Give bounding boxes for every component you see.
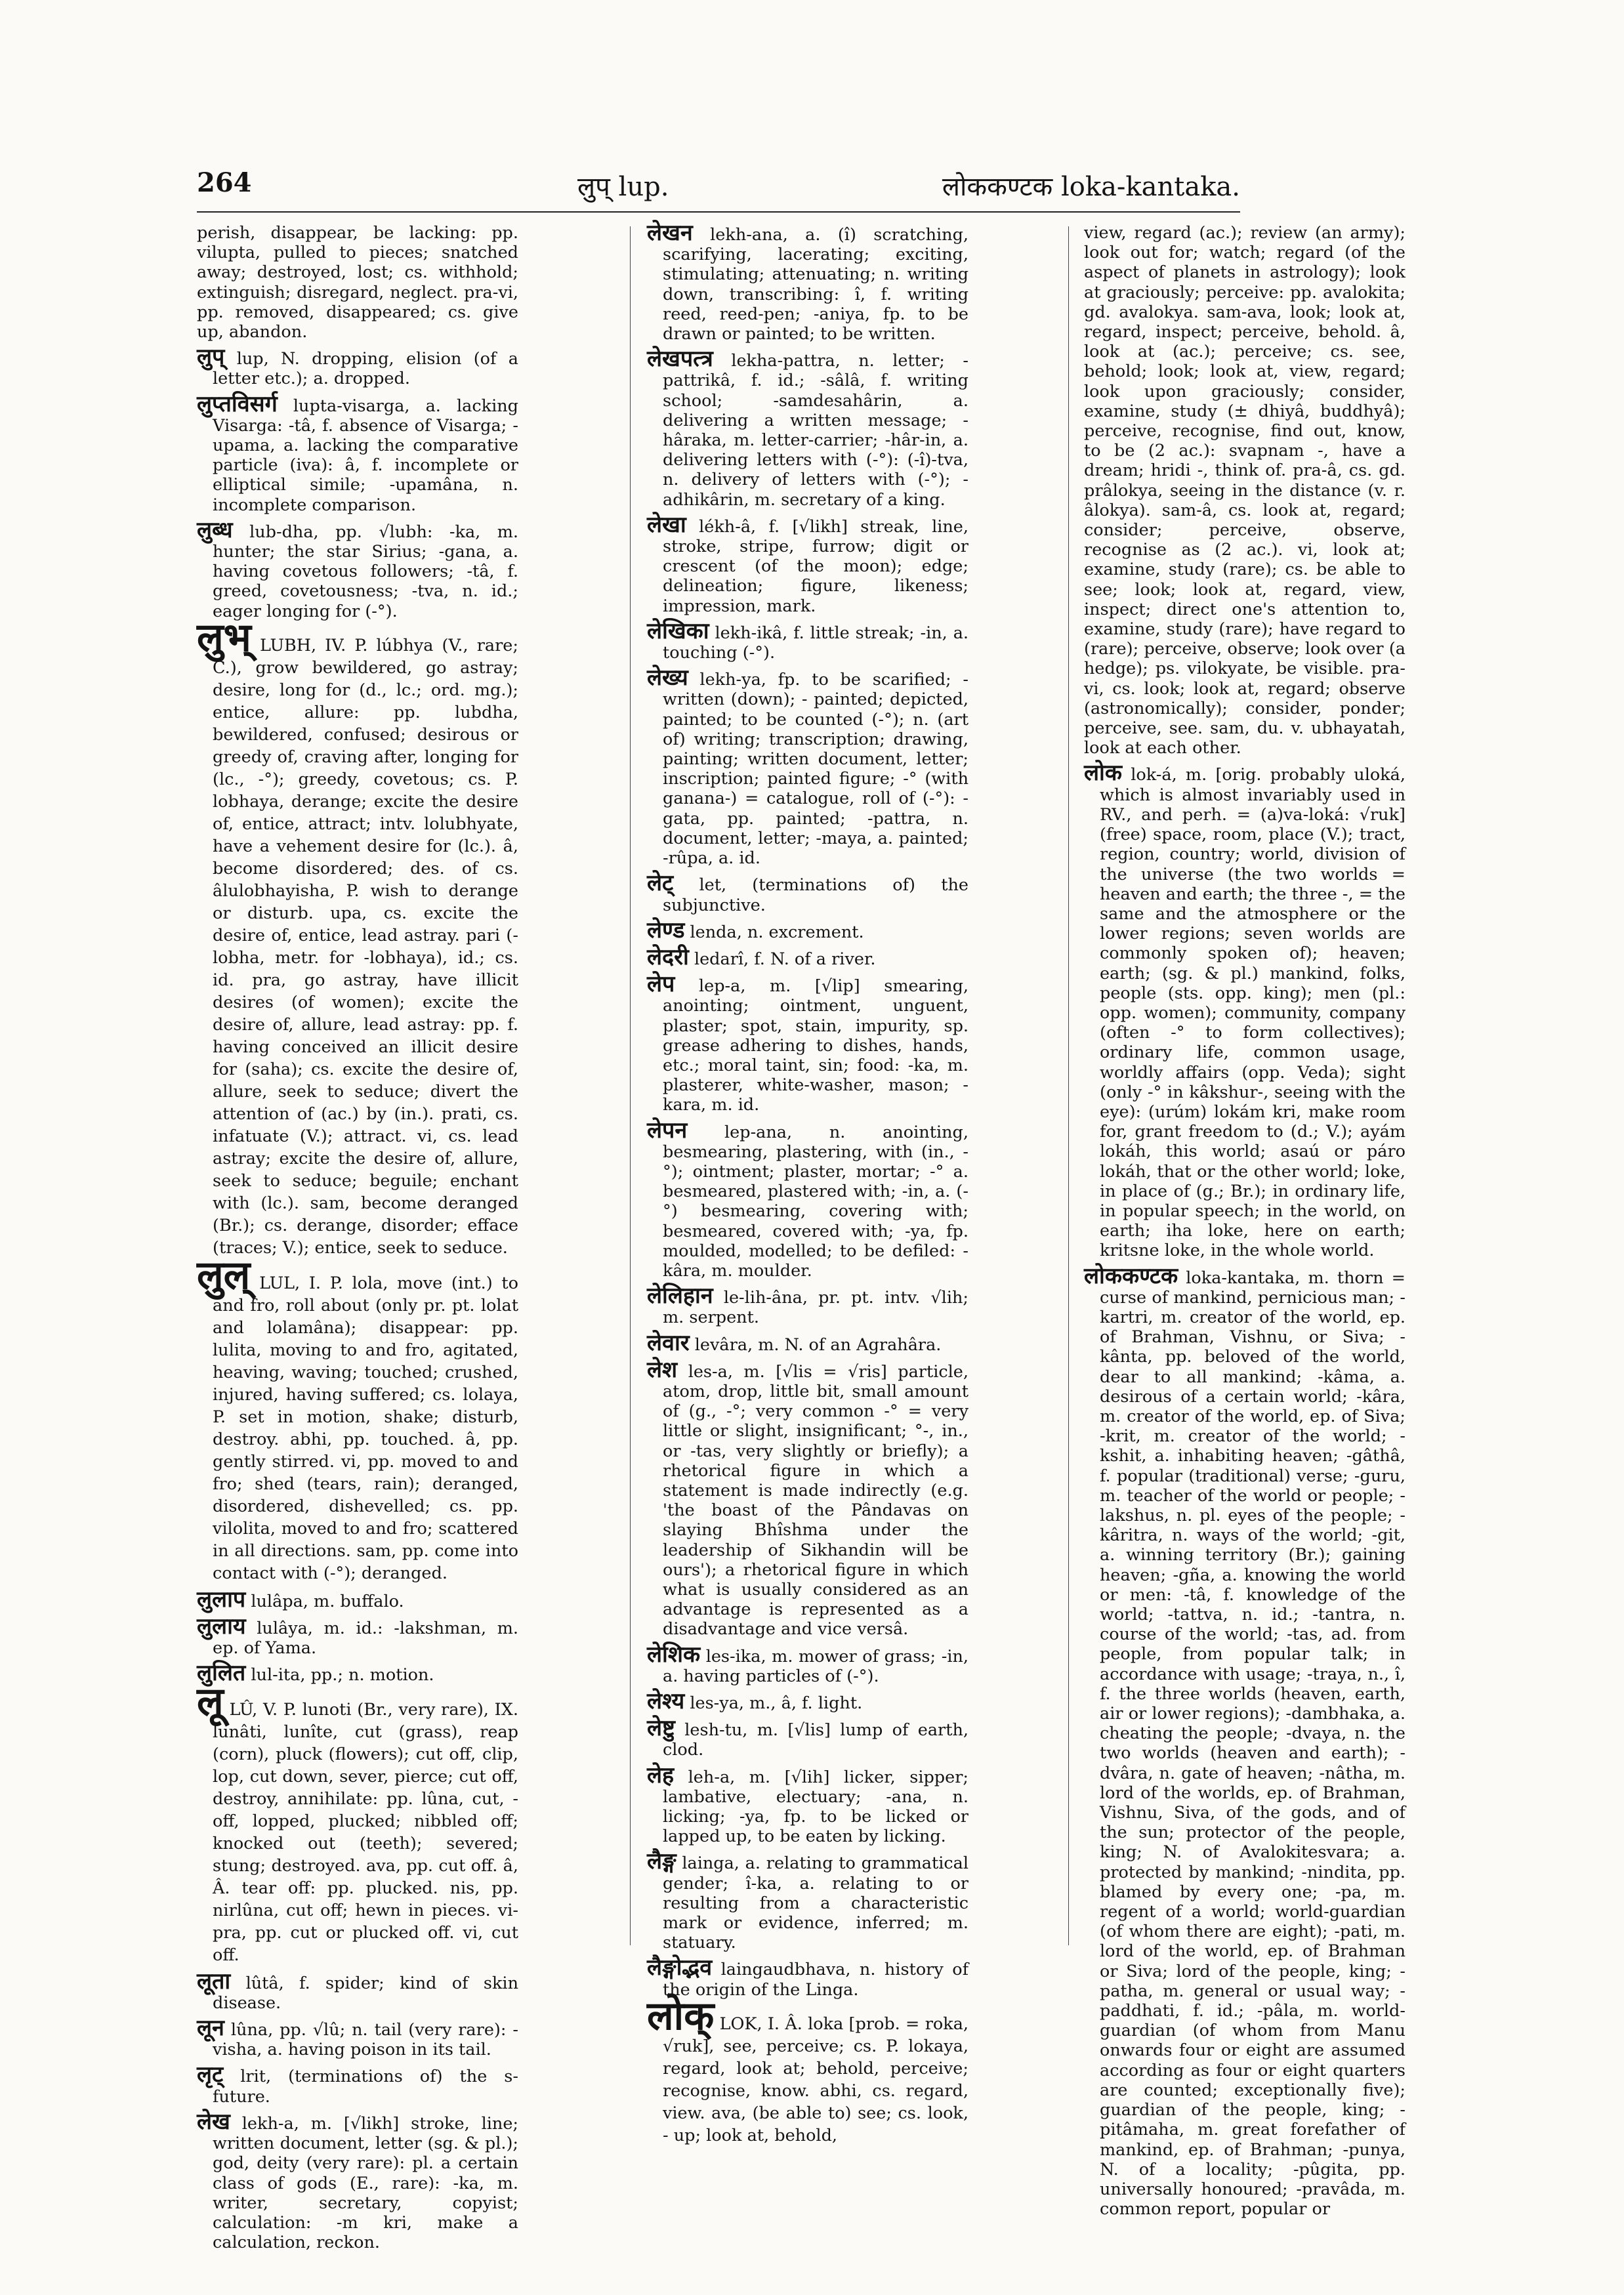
entry-headword-devanagari: लेख्य: [647, 665, 688, 692]
dictionary-entry: [647, 1688, 968, 1715]
entry-headword-devanagari: लोक: [1084, 760, 1122, 787]
entry-text: lékh-â, f. [√likh] streak, line, stroke, stripe, furrow; digit or crescent (of the moon); edge; delineation; figure, likeness; impression, mark.: [663, 516, 968, 616]
entry-text: let, (terminations of) the subjunctive.: [663, 875, 968, 915]
entry-headword-devanagari: लूता: [197, 1968, 231, 1995]
dictionary-entry: [197, 223, 518, 342]
entry-headword-devanagari: लैङ्गोद्भव: [647, 1954, 713, 1981]
entry-headword-devanagari: लुब्ध: [197, 516, 233, 543]
entry-headword-devanagari: लुभ्: [197, 614, 251, 661]
entry-headword-devanagari: लेख: [197, 2108, 230, 2135]
dictionary-entry: [647, 1641, 968, 1686]
entry-text: lainga, a. relating to grammatical gender; î-ka, a. relating to or resulting from a characteristic mark or evidence, inferred; m. statuary.: [663, 1853, 968, 1953]
entry-text: lekha-pattra, n. letter; -pattrikâ, f. id.; -sâlâ, f. writing school; -samdesahârin, a. delivering a written message; -hâraka, m. letter-carrier; -hâr-in, a. delivering letters with (-°): (-î)-tva, n. delivery of letters with (-°); -adhikârin, m. secretary of a king.: [663, 351, 968, 510]
dictionary-entry: [647, 1715, 968, 1760]
dictionary-entry: [197, 1586, 518, 1613]
entry-text: lep-ana, n. anointing, besmearing, plastering, with (in., -°); ointment; plaster, mortar; -° a. besmeared, plastered with; -in, a. (-°) besmearing, covering with; besmeared, covered with; -ya, fp. moulded, modelled; to be defiled: -kâra, m. moulder.: [663, 1122, 968, 1281]
entry-headword-devanagari: लू: [197, 1678, 224, 1725]
entry-text: LUL, I. P. lola, move (int.) to and fro, roll about (only pr. pt. lolat and lolamâna); disappear: pp. lulita, moving to and fro, agitated, heaving, waving; touched; crushed, injured, having suffered; cs. lolaya, P. set in motion, shake; disturb, destroy. abhi, pp. touched. â, pp. gently stirred. vi, pp. moved to and fro; shed (tears, rain); deranged, disordered, dishevelled; cs. pp. vilolita, moved to and fro; scattered in all directions. sam, pp. come into contact with (-°); deranged.: [213, 1273, 518, 1583]
entry-text: lok-á, m. [orig. probably uloká, which is almost invariably used in RV., and perh. = (a)va-loká: √ruk] (free) space, room, place (V.); tract, region, country; world, division of the universe (the two worlds = heaven and earth; the three -, = the same and the atmosphere or the lower regions; seven worlds are commonly spoken of); heaven; earth; (sg. & pl.) mankind, folks, people (sts. opp. king); men (pl.: opp. women); community, company (often -° to form collectives); ordinary life, common usage, worldly affairs (opp. Veda); sight (only -° in kâkshur-, seeing with the eye): (urúm) lokám kri, make room for, grant freedom to (d.; V.); ayám lokáh, this world; asaú or páro lokáh, that or the other world; loke, in place of (g.; Br.); in ordinary life, in popular speech; in the world, on earth; iha loke, here on earth; kritsne loke, in the whole world.: [1100, 765, 1405, 1261]
dictionary-entry: [197, 2061, 519, 2107]
entry-text: LÛ, V. P. lunoti (Br., very rare), IX. lunâti, lunîte, cut (grass), reap (corn), pluck (flowers); cut off, clip, lop, cut down, sever, pierce; cut off, destroy, annihilate: pp. lûna, cut, - off, lopped, plucked; nibbled off; knocked out (teeth); severed; stung; destroyed. ava, pp. cut off. â, Â. tear off: pp. plucked. nis, pp. nirlûna, cut off; hewn in pieces. vi-pra, pp. cut or plucked off. vi, cut off.: [213, 1699, 519, 1965]
entry-headword-devanagari: लेखा: [647, 511, 686, 538]
entry-headword-devanagari: लेण्ड: [647, 917, 685, 943]
dictionary-entry: [647, 1117, 968, 1281]
dictionary-entry: [197, 1678, 519, 1966]
dictionary-entry: [197, 1968, 518, 2013]
page-header: [197, 167, 1240, 207]
header-rule: [197, 211, 1240, 213]
entry-text: lekh-ikâ, f. little streak; -in, a. touching (-°).: [663, 623, 968, 663]
dictionary-entry: [647, 971, 968, 1115]
dictionary-entry: [647, 1848, 968, 1953]
entry-text: lulâya, m. id.: -lakshman, m. ep. of Yama.: [213, 1619, 518, 1659]
dictionary-entry: [197, 2108, 518, 2253]
entry-text: lûtâ, f. spider; kind of skin disease.: [213, 1973, 518, 2013]
dictionary-entry: [647, 220, 969, 344]
entry-headword-devanagari: लून: [197, 2015, 224, 2042]
dictionary-entry: [197, 1252, 518, 1584]
entry-headword-devanagari: लेह: [647, 1762, 675, 1788]
page-number: 264: [197, 167, 252, 198]
entry-text: les-a, m. [√lis = √ris] particle, atom, drop, little bit, small amount of (g., -°; very common -° = very little or slight, insignificant; °-, in., or -tas, very slightly or briefly); a rhetorical figure in which a statement is made indirectly (e.g. 'the boast of the Pândavas on slaying Bhîshma under the leadership of Sikhandin will be ours'); a rhetorical figure in which what is usually considered as an advantage is represented as a disadvantage and vice versâ.: [663, 1361, 969, 1640]
dictionary-entry: [647, 1356, 969, 1640]
dictionary-entry: [197, 2015, 518, 2060]
entry-headword-devanagari: लेट्: [647, 870, 674, 897]
entry-text: lûna, pp. √lû; n. tail (very rare): -visha, a. having poison in its tail.: [213, 2020, 518, 2060]
entry-text: lekh-a, m. [√likh] stroke, line; written document, letter (sg. & pl.); god, deity (very rare): pl. a certain class of gods (E., rare): -ka, m. writer, secretary, copyist; calculation: -m kri, make a calculation, reckon.: [213, 2113, 518, 2253]
entry-headword-devanagari: लेखन: [647, 220, 693, 246]
entry-headword-devanagari: लुलाप: [197, 1586, 246, 1613]
dictionary-entry: [197, 1613, 518, 1659]
dictionary-entry: [197, 1660, 518, 1687]
entry-headword-devanagari: लेखपत्त्र: [647, 346, 713, 373]
dictionary-entry: [647, 1993, 969, 2147]
entry-text: lrit, (terminations of) the s- future.: [213, 2067, 519, 2107]
entry-headword-devanagari: लुप्: [197, 344, 225, 371]
entry-text: lesh-tu, m. [√lis] lump of earth, clod.: [663, 1720, 968, 1760]
entry-headword-devanagari: लेपन: [647, 1117, 688, 1144]
entry-text: lekh-ya, fp. to be scarified; - written (down); - painted; depicted, painted; to be counted (-°); n. (art of) writing; transcription; drawing, painting; written document, letter; inscription; painted figure; -° (with ganana-) = catalogue, roll of (-°): -gata, pp. painted; -pattra, n. document, letter; -maya, a. painted; -rûpa, a. id.: [663, 670, 968, 869]
center-running-headword: लुप् lup.: [577, 172, 669, 202]
dictionary-entry: [647, 943, 968, 970]
column-2: [647, 220, 969, 2152]
dictionary-entry: [647, 1283, 969, 1328]
dictionary-entry: [647, 917, 968, 943]
entry-headword-devanagari: लेष्टु: [647, 1715, 675, 1742]
entry-headword-devanagari: लेखिका: [647, 617, 709, 644]
column-3: [1084, 223, 1405, 2224]
entry-headword-devanagari: लेवार: [647, 1329, 690, 1356]
entry-text: loka-kantaka, m. thorn = curse of mankind, pernicious man; -kartri, m. creator of the world, ep. of Brahman, Vishnu, or Siva; -kânta, pp. beloved of the world, dear to all mankind; -kâma, a. desirous of a certain world; -kâra, m. creator of the world, ep. of Siva; -krit, m. creator of the world; -kshit, a. inhabiting heaven; -gâthâ, f. popular (traditional) verse; -guru, m. teacher of the world or people; -lakshus, n. pl. eyes of the people; -kâritra, n. ways of the world; -git, a. winning territory (Br.); gaining heaven; -gña, a. knowing the world or men: -tâ, f. knowledge of the world; -tattva, n. id.; -tantra, n. course of the world; -tas, ad. from people, from popular talk; in accordance with usage; -traya, n., î, f. the three worlds (heaven, earth, air or lower regions); -dambhaka, a. cheating the people; -dvaya, n. the two worlds (heaven and earth); -dvâra, n. gate of heaven; -nâtha, m. lord of the worlds, ep. of Brahman, Vishnu, Siva, of the gods, and of the sun; protector of the people, king; N. of Avalokitesvara; a. protected by mankind; -nindita, pp. blamed by every one; -pa, m. regent of a world; world-guardian (of whom there are eight); -pati, m. lord of the world, ep. of Brahman or Siva; lord of the people, king; -patha, m. general or usual way; -paddhati, f. id.; -pâla, m. world-guardian (of whom from Manu onwards four or eight are assumed according as four or eight quarters are counted; exceptionally five); guardian of the people, king; -pitâmaha, m. great forefather of mankind, ep. of Brahman; -punya, N. of a locality; -pûgita, pp. universally honoured; -pravâda, m. common report, popular or: [1100, 1268, 1405, 2220]
entry-headword-devanagari: लृट्: [197, 2061, 224, 2088]
entry-headword-devanagari: लोककण्टक: [1084, 1262, 1178, 1289]
column-divider-2: [1068, 226, 1069, 1945]
entry-text: lup, N. dropping, elision (of a letter etc.); a. dropped.: [213, 349, 518, 389]
entry-text: leh-a, m. [√lih] licker, sipper; lambative, electuary; -ana, n. licking; -ya, fp. to be licked or lapped up, to be eaten by licking.: [663, 1767, 968, 1847]
entry-headword-devanagari: लेश: [647, 1356, 678, 1383]
entry-text: laingaudbhava, n. history of the origin of the Linga.: [663, 1960, 969, 2000]
entry-text: lupta-visarga, a. lacking Visarga: -tâ, f. absence of Visarga; -upama, a. lacking the comparative particle (iva): â, f. incomplete or elliptical simile; -upamâna, n. incomplete comparison.: [213, 396, 519, 515]
dictionary-entry: [197, 390, 519, 515]
column-divider-1: [630, 226, 631, 1945]
dictionary-entry: [647, 617, 968, 663]
entry-headword-devanagari: लुलाय: [197, 1613, 246, 1640]
dictionary-entry: [1084, 1262, 1405, 2220]
entry-text: lul-ita, pp.; n. motion.: [251, 1665, 434, 1685]
entry-headword-devanagari: लोक्: [647, 1993, 715, 2039]
dictionary-entry: [197, 614, 518, 1259]
entry-text: les-ika, m. mower of grass; -in, a. having particles of (-°).: [663, 1646, 968, 1686]
dictionary-entry: [647, 1762, 968, 1847]
entry-text: lenda, n. excrement.: [690, 922, 864, 942]
dictionary-entry: [197, 516, 519, 621]
column-1: [197, 223, 518, 2258]
dictionary-entry: [647, 511, 968, 616]
right-running-headword: लोककण्टक loka-kantaka.: [942, 172, 1240, 202]
entry-text: lekh-ana, a. (î) scratching, scarifying, lacerating; exciting, stimulating; attenuating; n. writing down, transcribing: î, f. writing reed, reed-pen; -aniya, fp. to be drawn or painted; to be written.: [663, 225, 969, 344]
entry-headword-devanagari: लेश्य: [647, 1688, 685, 1715]
dictionary-entry: [647, 1329, 968, 1356]
dictionary-entry: [1084, 223, 1405, 758]
dictionary-entry: [647, 665, 968, 869]
entry-headword-devanagari: लेलिहान: [647, 1283, 713, 1310]
entry-text: perish, disappear, be lacking: pp. vilupta, pulled to pieces; snatched away; destroyed, lost; cs. withhold; extinguish; disregard, neglect. pra-vi, pp. removed, disappeared; cs. give up, abandon.: [197, 223, 518, 342]
entry-text: lub-dha, pp. √lubh: -ka, m. hunter; the star Sirius; -gana, a. having covetous followers; -tâ, f. greed, covetousness; -tva, n. id.; eager longing for (-°).: [213, 522, 519, 621]
entry-text: les-ya, m., â, f. light.: [690, 1693, 863, 1714]
entry-headword-devanagari: लुल्: [197, 1252, 251, 1298]
entry-text: LOK, I. Â. loka [prob. = roka, √ruk], see, perceive; cs. P. lokaya, regard, look at; behold, perceive; recognise, know. abhi, cs. regard, view. ava, (be able to) see; cs. look, - up; look at, behold,: [663, 2014, 969, 2145]
entry-headword-devanagari: लेप: [647, 971, 675, 998]
entry-text: LUBH, IV. P. lúbhya (V., rare; C.), grow bewildered, go astray; desire, long for (d., lc.; ord. mg.); entice, allure: pp. lubdha, bewildered, confused; desirous or greedy of, craving after, longing for (lc., -°); greedy, covetous; cs. P. lobhaya, derange; excite the desire of, entice, attract; intv. lolubhyate, have a vehement desire for (lc.). â, become disordered; des. of cs. âlulobhayisha, P. wish to derange or disturb. upa, cs. excite the desire of, entice, lead astray. pari (-lobha, metr. for -lobhaya), id.; cs. id. pra, go astray, have illicit desires (of women); excite the desire of, allure, lead astray: pp. f. having conceived an illicit desire for (saha); cs. excite the desire of, allure, seek to seduce; divert the attention of (ac.) by (in.). prati, cs. infatuate (V.); attract. vi, cs. lead astray; excite the desire of, allure, seek to seduce; beguile; enchant with (lc.). sam, become deranged (Br.); cs. derange, disorder; efface (traces; V.); entice, seek to seduce.: [213, 635, 518, 1258]
entry-headword-devanagari: लैङ्ग: [647, 1848, 677, 1875]
entry-headword-devanagari: लुलित: [197, 1660, 246, 1687]
entry-headword-devanagari: लुप्तविसर्ग: [197, 390, 278, 417]
dictionary-entry: [1084, 760, 1405, 1261]
entry-text: view, regard (ac.); review (an army); look out for; watch; regard (of the aspect of planets in astrology); look at graciously; perceive: pp. avalokita; gd. avalokya. sam-ava, look; look at, regard, inspect; perceive, behold. â, look at (ac.); perceive; cs. see, behold; look; look at, view, regard; look upon graciously; consider, examine, study (± dhiyâ, buddhyâ); perceive, recognise, find out, know, to be (2 ac.): svapnam -, have a dream; hridi -, think of. pra-â, cs. gd. prâlokya, seeing in the distance (v. r. âlokya). sam-â, cs. look at, regard; consider; perceive, observe, recognise as (2 ac.). vi, look at; examine, study (rare); cs. be able to see; look; look at, regard, view, inspect; direct one's attention to, examine, study (rare); have regard to (rare); perceive, observe; look over (a hedge); ps. vilokyate, be visible. pra-vi, cs. look; look at, regard; observe (astronomically); consider, ponder; perceive, see. sam, du. v. ubhayatah, look at each other.: [1084, 223, 1405, 758]
entry-headword-devanagari: लेशिक: [647, 1641, 701, 1668]
entry-headword-devanagari: लेदरी: [647, 943, 689, 970]
entry-text: levâra, m. N. of an Agrahâra.: [694, 1334, 942, 1355]
dictionary-entry: [647, 870, 968, 915]
entry-text: lulâpa, m. buffalo.: [251, 1591, 404, 1611]
entry-text: le-lih-âna, pr. pt. intv. √lih; m. serpent.: [663, 1288, 969, 1328]
dictionary-entry: [197, 344, 518, 389]
entry-text: lep-a, m. [√lip] smearing, anointing; ointment, unguent, plaster; spot, stain, impurity, sp. grease adhering to dishes, hands, etc.; moral taint, sin; food: -ka, m. plasterer, white-washer, mason; -kara, m. id.: [663, 976, 968, 1115]
dictionary-entry: [647, 346, 968, 510]
entry-text: ledarî, f. N. of a river.: [694, 949, 876, 969]
